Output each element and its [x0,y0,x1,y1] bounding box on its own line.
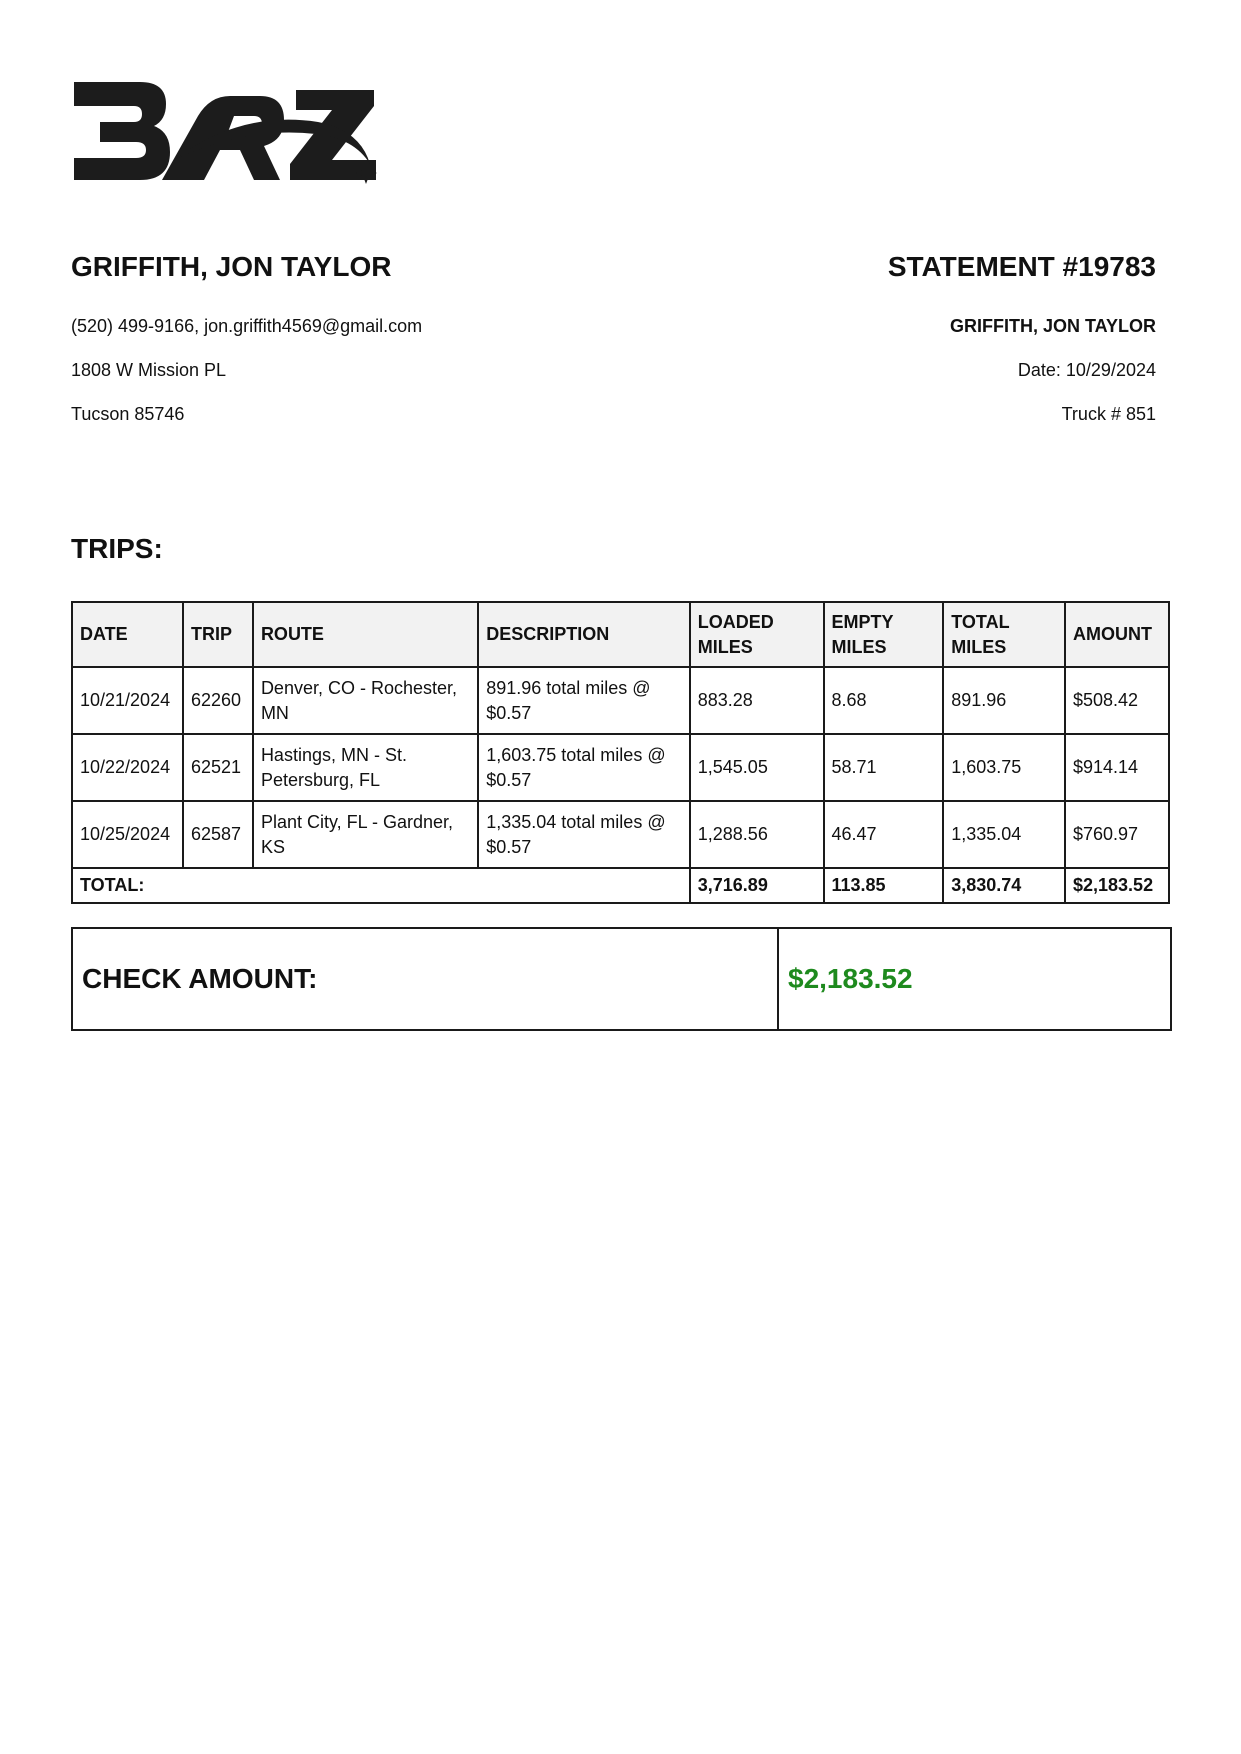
table-row [72,667,1169,734]
statement-name: GRIFFITH, JON TAYLOR [949,316,1156,336]
cell-loaded-miles: 883.28 [690,667,824,734]
cell-loaded-miles: 1,545.05 [690,734,824,801]
cell-route: Denver, CO - Rochester, MN [253,667,478,734]
check-amount-box [71,927,1172,1031]
cell-description: 1,335.04 total miles @ $0.57 [478,801,690,868]
cell-total-miles: 1,603.75 [943,734,1065,801]
cell-trip: 62521 [183,734,253,801]
cell-total-miles: 891.96 [943,667,1065,734]
driver-info [71,250,631,424]
total-total-miles: 3,830.74 [943,868,1065,903]
table-row [72,801,1169,868]
cell-trip: 62587 [183,801,253,868]
statement-truck: Truck # 851 [1061,404,1156,424]
totals-row [72,868,1169,903]
trips-heading: TRIPS: [71,533,163,564]
cell-empty-miles: 46.47 [824,801,944,868]
cell-description: 891.96 total miles @ $0.57 [478,667,690,734]
cell-amount: $760.97 [1065,801,1169,868]
check-amount-label: CHECK AMOUNT: [73,929,779,1029]
driver-address-line1: 1808 W Mission PL [71,360,227,380]
col-header-total-miles: TOTAL MILES [943,602,1065,667]
col-header-description: DESCRIPTION [478,602,690,667]
col-header-loaded-miles: LOADED MILES [690,602,824,667]
driver-contact: (520) 499-9166, jon.griffith4569@gmail.com [71,316,423,336]
total-empty-miles: 113.85 [824,868,944,903]
cell-empty-miles: 8.68 [824,667,944,734]
cell-amount: $508.42 [1065,667,1169,734]
cell-route: Hastings, MN - St. Petersburg, FL [253,734,478,801]
cell-empty-miles: 58.71 [824,734,944,801]
cell-total-miles: 1,335.04 [943,801,1065,868]
col-header-empty-miles: EMPTY MILES [824,602,944,667]
cell-date: 10/21/2024 [72,667,183,734]
total-loaded-miles: 3,716.89 [690,868,824,903]
brz-logo [70,76,390,196]
cell-route: Plant City, FL - Gardner, KS [253,801,478,868]
cell-date: 10/25/2024 [72,801,183,868]
trips-table [71,601,1170,904]
driver-address-line2: Tucson 85746 [71,404,185,424]
cell-description: 1,603.75 total miles @ $0.57 [478,734,690,801]
cell-date: 10/22/2024 [72,734,183,801]
col-header-date: DATE [72,602,183,667]
col-header-route: ROUTE [253,602,478,667]
col-header-trip: TRIP [183,602,253,667]
statement-title: STATEMENT #19783 [887,251,1156,282]
statement-info [596,250,1156,424]
table-header-row [72,602,1169,667]
statement-date: Date: 10/29/2024 [1017,360,1156,380]
col-header-amount: AMOUNT [1065,602,1169,667]
check-amount-value: $2,183.52 [788,963,913,994]
total-amount: $2,183.52 [1065,868,1169,903]
driver-name: GRIFFITH, JON TAYLOR [71,251,392,282]
totals-label: TOTAL: [72,868,690,903]
cell-amount: $914.14 [1065,734,1169,801]
table-row [72,734,1169,801]
cell-loaded-miles: 1,288.56 [690,801,824,868]
cell-trip: 62260 [183,667,253,734]
